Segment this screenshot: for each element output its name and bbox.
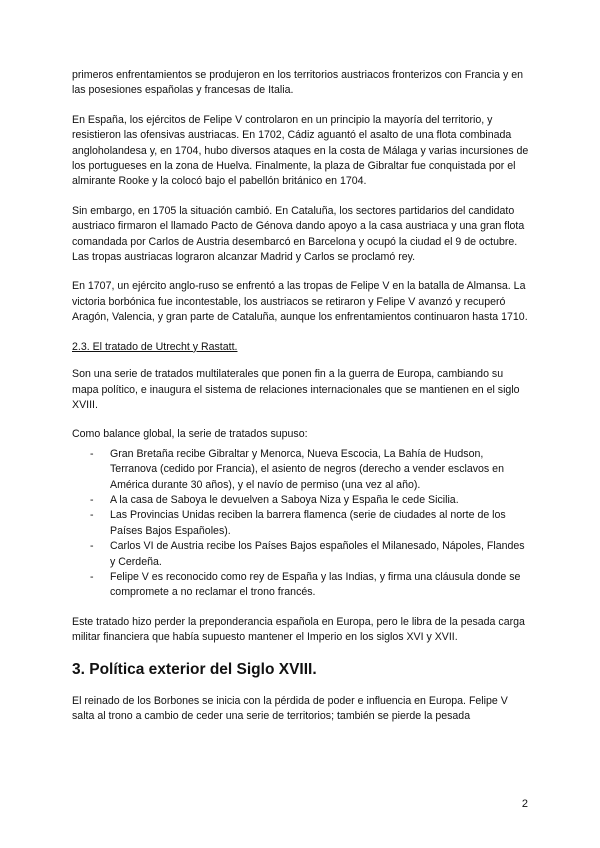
- final-paragraph: El reinado de los Borbones se inicia con la pérdida de poder e influencia en Europa. Felipe V salta al trono a cambio de ceder una serie de territorios; también se pierde la pesada: [72, 694, 508, 722]
- paragraph-3: Sin embargo, en 1705 la situación cambió. En Cataluña, los sectores partidarios del candidato austriaco firmaron el llamado Pacto de Génova dando apoyo a la casa austriaca y una gran flota comandada por Carlos de Austria desembarcó en Barcelona y ocupó la ciudad el 9 de octubre. Las tropas austriacas lograron alcanzar Madrid y Carlos se proclamó rey.: [72, 204, 525, 264]
- list-item: - Gran Bretaña recibe Gibraltar y Menorca, Nueva Escocia, La Bahía de Hudson, Terranova (cedido por Francia), el asiento de negros (derecho a vender esclavos en América durante 30 años), y el navío de permiso (una vez al año).: [90, 447, 530, 493]
- page-body: [72, 68, 530, 738]
- paragraph-1: primeros enfrentamientos se produjeron en los territorios austriacos fronterizos con Francia y en las posesiones españolas y francesas de Italia.: [72, 69, 524, 97]
- treaty-intro-paragraph: Son una serie de tratados multilaterales que ponen fin a la guerra de Europa, cambiando su mapa político, e inaugura el sistema de relaciones internacionales que se mantienen en el siglo XVIII.: [72, 368, 520, 411]
- list-item: - Carlos VI de Austria recibe los Países Bajos españoles el Milanesado, Nápoles, Flandes y Cerdeña.: [90, 539, 530, 570]
- section-heading: 3. Política exterior del Siglo XVIII.: [72, 660, 317, 678]
- paragraph-2: En España, los ejércitos de Felipe V controlaron en un principio la mayoría del territorio, y resistieron las ofensivas austriacas. En 1702, Cádiz aguantó el asalto de una flota combinada angloholandesa y, en 1704, hubo diversos ataques en la costa de Málaga y varias incursiones de los portugueses en la zona de Huelva. Finalmente, la plaza de Gibraltar fue conquistada por el almirante Rooke y la colocó bajo el pabellón británico en 1704.: [72, 113, 529, 188]
- page-number: 2: [521, 798, 528, 810]
- treaty-outcomes-list: [72, 447, 530, 601]
- list-item: - Felipe V es reconocido como rey de España y las Indias, y firma una cláusula donde se compromete a no reclamar el trono francés.: [90, 570, 530, 601]
- section-subheading: 2.3. El tratado de Utrecht y Rastatt.: [72, 340, 238, 353]
- conclusion-paragraph: Este tratado hizo perder la preponderancia española en Europa, pero le libra de la pesada carga militar financiera que había supuesto mantener el Imperio en los siglos XVI y XVII.: [72, 615, 525, 644]
- paragraph-4: En 1707, un ejército anglo-ruso se enfrentó a las tropas de Felipe V en la batalla de Almansa. La victoria borbónica fue incontestable, los austriacos se retiraron y Felipe V avanzó y recuperó Aragón, Valencia, y gran parte de Cataluña, aunque los enfrentamientos continuaron hasta 1710.: [72, 280, 528, 324]
- list-item: - Las Provincias Unidas reciben la barrera flamenca (serie de ciudades al norte de los Países Bajos Españoles).: [90, 508, 530, 539]
- list-item: - A la casa de Saboya le devuelven a Saboya Niza y España le cede Sicilia.: [90, 493, 530, 508]
- balance-intro: Como balance global, la serie de tratados supuso:: [72, 428, 308, 441]
